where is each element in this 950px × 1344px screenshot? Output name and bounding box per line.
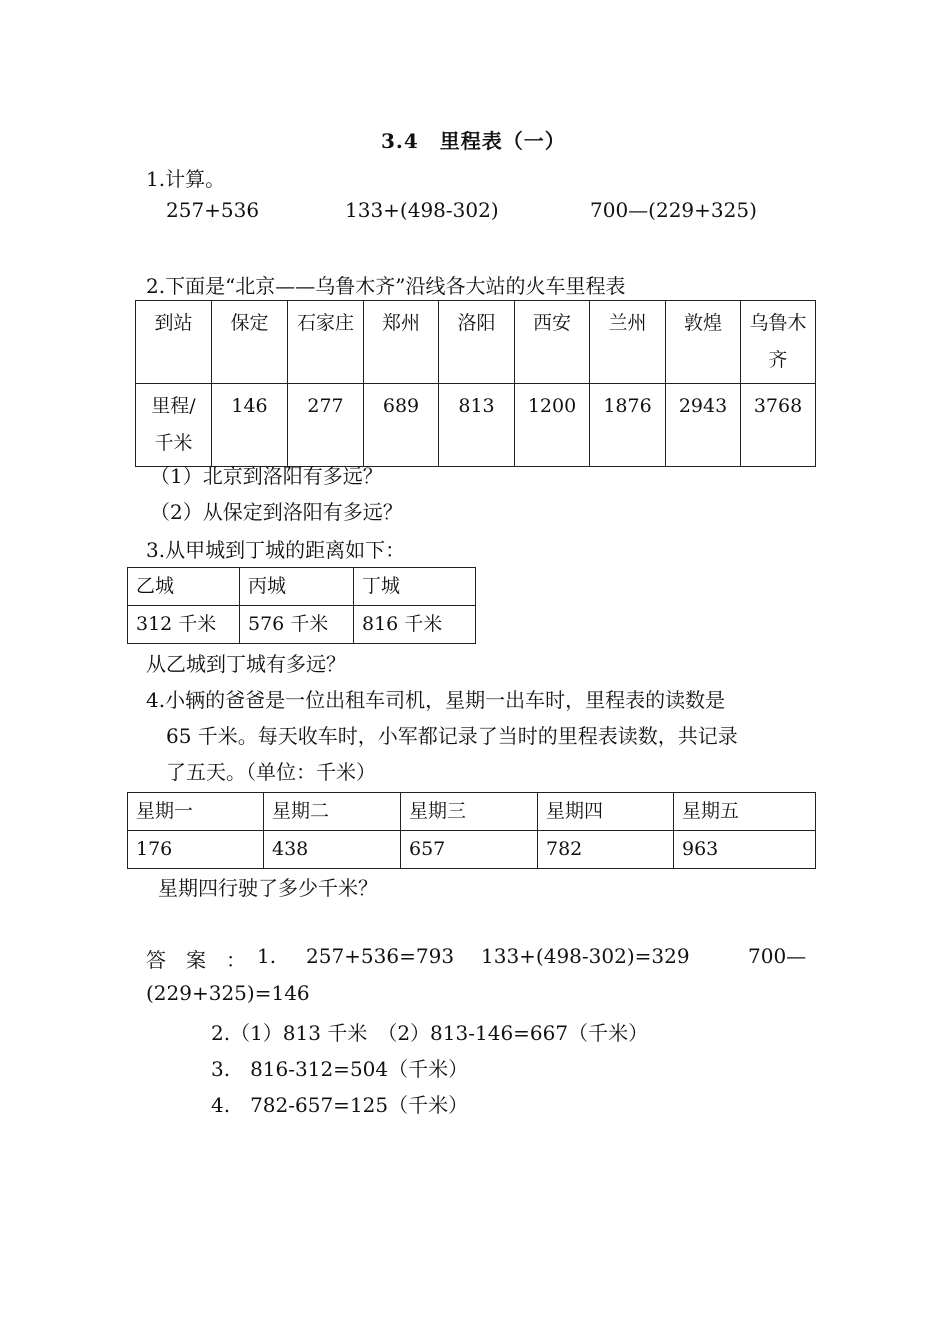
table-cell: 3768 xyxy=(741,384,816,467)
answers-label: 答 案 ： xyxy=(146,948,246,972)
q4-line-3: 了五天。（单位：千米） xyxy=(166,760,376,784)
table-cell: 816 千米 xyxy=(354,606,476,644)
table-cell: 星期一 xyxy=(128,793,264,831)
q2-sub-question-2: （2）从保定到洛阳有多远？ xyxy=(150,500,403,524)
table-cell: 里程/千米 xyxy=(136,384,212,467)
table-cell: 敦煌 xyxy=(666,301,741,384)
table-cell: 689 xyxy=(364,384,439,467)
table-cell: 1200 xyxy=(515,384,590,467)
table-cell: 277 xyxy=(288,384,364,467)
table-cell: 1876 xyxy=(590,384,666,467)
table-cell: 782 xyxy=(538,831,674,869)
q2-heading: 2.下面是“北京——乌鲁木齐”沿线各大站的火车里程表 xyxy=(146,274,626,298)
q2-sub-question-1: （1）北京到洛阳有多远？ xyxy=(150,464,383,488)
answer-1-part-3b: (229+325)=146 xyxy=(146,981,310,1005)
q4-line-2: 65 千米。每天收车时，小军都记录了当时的里程表读数，共记录 xyxy=(166,724,738,748)
q4-line-1: 4.小辆的爸爸是一位出租车司机，星期一出车时，里程表的读数是 xyxy=(146,688,726,712)
table-row xyxy=(136,384,816,467)
table-row xyxy=(128,568,476,606)
q3-heading: 3.从甲城到丁城的距离如下： xyxy=(146,538,406,562)
table-cell: 丁城 xyxy=(354,568,476,606)
q4-question: 星期四行驶了多少千米？ xyxy=(158,876,378,900)
table-cell: 乙城 xyxy=(128,568,240,606)
table-cell: 963 xyxy=(674,831,816,869)
table-cell: 576 千米 xyxy=(240,606,354,644)
city-distance-table xyxy=(127,567,476,644)
table-cell: 保定 xyxy=(212,301,288,384)
table-cell: 657 xyxy=(401,831,538,869)
table-cell: 星期五 xyxy=(674,793,816,831)
table-row xyxy=(128,793,816,831)
answer-3: 3. 816-312=504（千米） xyxy=(211,1057,469,1081)
table-cell: 西安 xyxy=(515,301,590,384)
table-cell: 星期二 xyxy=(264,793,401,831)
table-cell: 丙城 xyxy=(240,568,354,606)
table-row xyxy=(128,831,816,869)
q1-expression-b: 133+(498-302) xyxy=(345,198,499,222)
table-row xyxy=(128,606,476,644)
railway-mileage-table xyxy=(135,300,816,467)
table-cell: 洛阳 xyxy=(439,301,515,384)
table-cell: 郑州 xyxy=(364,301,439,384)
odometer-readings-table xyxy=(127,792,816,869)
table-cell: 星期三 xyxy=(401,793,538,831)
table-cell: 乌鲁木齐 xyxy=(741,301,816,384)
q1-expression-a: 257+536 xyxy=(166,198,260,222)
table-cell: 438 xyxy=(264,831,401,869)
table-cell: 2943 xyxy=(666,384,741,467)
answer-1-part-1: 257+536=793 xyxy=(306,944,455,968)
answer-1-part-3a: 700— xyxy=(748,944,807,968)
table-cell: 兰州 xyxy=(590,301,666,384)
answer-2: 2.（1）813 千米 （2）813-146=667（千米） xyxy=(211,1021,649,1045)
page-title: 3.4 里程表（一） xyxy=(381,129,566,153)
table-row xyxy=(136,301,816,384)
table-cell: 石家庄 xyxy=(288,301,364,384)
table-cell: 813 xyxy=(439,384,515,467)
table-cell: 星期四 xyxy=(538,793,674,831)
table-cell: 176 xyxy=(128,831,264,869)
q1-heading: 1.计算。 xyxy=(146,167,226,191)
answer-1-part-2: 133+(498-302)=329 xyxy=(481,944,690,968)
table-cell: 到站 xyxy=(136,301,212,384)
q1-expression-c: 700—(229+325) xyxy=(590,198,757,222)
answer-4: 4. 782-657=125（千米） xyxy=(211,1093,469,1117)
q3-question: 从乙城到丁城有多远？ xyxy=(146,652,346,676)
answer-1-number: 1. xyxy=(257,944,277,968)
table-cell: 312 千米 xyxy=(128,606,240,644)
table-cell: 146 xyxy=(212,384,288,467)
